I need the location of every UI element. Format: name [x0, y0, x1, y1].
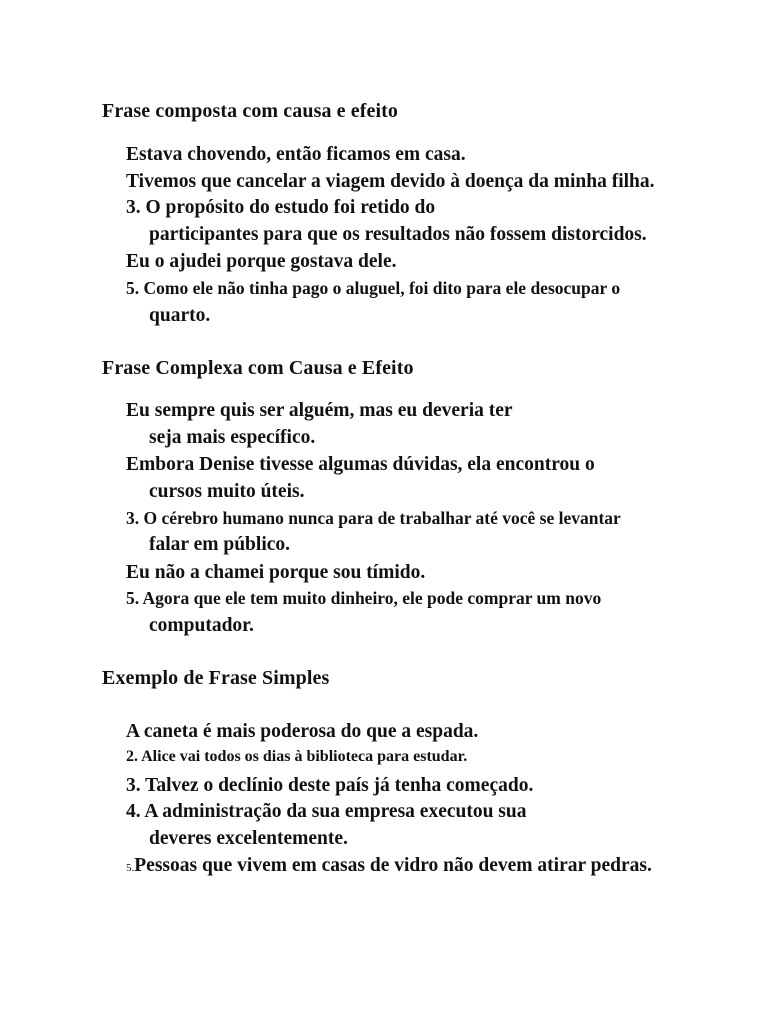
list-item: 2. Alice vai todos os dias à biblioteca para estudar.: [126, 748, 468, 765]
list-item-continuation: quarto.: [149, 305, 211, 326]
list-item-continuation: deveres excelentemente.: [149, 828, 348, 849]
section-heading-simple: Exemplo de Frase Simples: [102, 667, 330, 689]
item-number: 5.: [126, 862, 135, 874]
list-item: A caneta é mais poderosa do que a espada.: [126, 721, 479, 742]
section-heading-complex: Frase Complexa com Causa e Efeito: [102, 357, 414, 379]
list-item: Tivemos que cancelar a viagem devido à doença da minha filha.: [126, 171, 655, 192]
list-item: Embora Denise tivesse algumas dúvidas, ela encontrou o: [126, 454, 595, 475]
list-item-continuation: participantes para que os resultados não fossem distorcidos.: [149, 224, 647, 245]
list-item: 3. O cérebro humano nunca para de trabalhar até você se levantar: [126, 508, 621, 528]
list-item: [126, 855, 652, 877]
item-text: Pessoas que vivem em casas de vidro não devem atirar pedras.: [134, 855, 652, 876]
list-item-continuation: falar em público.: [149, 534, 291, 555]
list-item: 3. O propósito do estudo foi retido do: [126, 197, 436, 218]
list-item-continuation: cursos muito úteis.: [149, 481, 305, 502]
list-item: 4. A administração da sua empresa executou sua: [126, 801, 527, 822]
list-item-continuation: seja mais específico.: [149, 427, 316, 448]
list-item: 5. Como ele não tinha pago o aluguel, foi dito para ele desocupar o: [126, 278, 621, 298]
section-heading-compound: Frase composta com causa e efeito: [102, 100, 398, 122]
list-item: 3. Talvez o declínio deste país já tenha começado.: [126, 775, 534, 796]
list-item: Eu sempre quis ser alguém, mas eu deveria ter: [126, 400, 513, 421]
list-item: 5. Agora que ele tem muito dinheiro, ele pode comprar um novo: [126, 588, 602, 608]
list-item: Eu não a chamei porque sou tímido.: [126, 562, 426, 583]
list-item: Estava chovendo, então ficamos em casa.: [126, 144, 466, 165]
list-item-continuation: computador.: [149, 615, 254, 636]
list-item: Eu o ajudei porque gostava dele.: [126, 251, 397, 272]
